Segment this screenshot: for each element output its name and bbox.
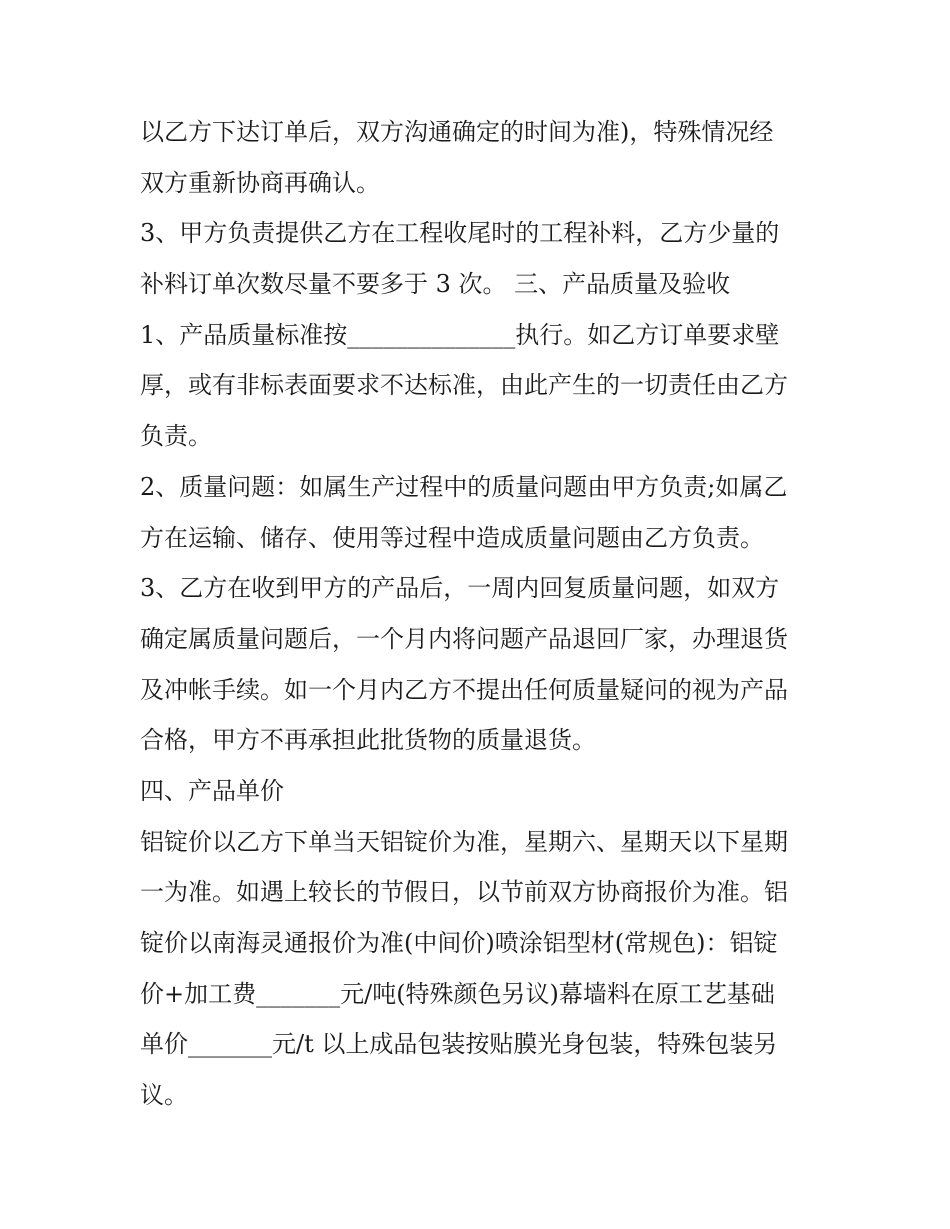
text-line: 及冲帐手续。如一个月内乙方不提出任何质量疑问的视为产品 — [140, 675, 788, 704]
text-line: 补料订单次数尽量不要多于 3 次。 三、产品质量及验收 — [140, 270, 731, 299]
text-line: 单价_______元/t 以上成品包装按贴膜光身包装，特殊包装另 — [140, 1030, 778, 1059]
text-line: 双方重新协商再确认。 — [140, 168, 380, 197]
document-body — [140, 107, 830, 1121]
text-line: 1、产品质量标准按______________执行。如乙方订单要求壁 — [140, 320, 780, 349]
section-heading: 四、产品单价 — [140, 776, 284, 805]
text-line: 铝锭价以乙方下单当天铝锭价为准，星期六、星期天以下星期 — [140, 827, 788, 856]
text-line: 议。 — [140, 1081, 188, 1110]
text-line: 锭价以南海灵通报价为准(中间价)喷涂铝型材(常规色)：铝锭 — [140, 929, 778, 957]
text-line: 一为准。如遇上较长的节假日，以节前双方协商报价为准。铝 — [140, 878, 788, 907]
text-line: 价+加工费_______元/吨(特殊颜色另议)幕墙料在原工艺基础 — [140, 979, 775, 1008]
text-line: 以乙方下达订单后，双方沟通确定的时间为准)，特殊情况经 — [140, 118, 774, 146]
text-line: 2、质量问题：如属生产过程中的质量问题由甲方负责;如属乙 — [140, 472, 788, 501]
text-line: 确定属质量问题后，一个月内将问题产品退回厂家，办理退货 — [140, 624, 788, 653]
text-line: 厚，或有非标表面要求不达标准，由此产生的一切责任由乙方 — [140, 371, 788, 400]
text-line: 负责。 — [140, 422, 212, 451]
text-line: 合格，甲方不再承担此批货物的质量退货。 — [140, 726, 596, 755]
text-line: 3、乙方在收到甲方的产品后，一周内回复质量问题，如双方 — [140, 574, 780, 603]
text-line: 3、甲方负责提供乙方在工程收尾时的工程补料，乙方少量的 — [140, 219, 780, 248]
text-line: 方在运输、储存、使用等过程中造成质量问题由乙方负责。 — [140, 523, 764, 552]
